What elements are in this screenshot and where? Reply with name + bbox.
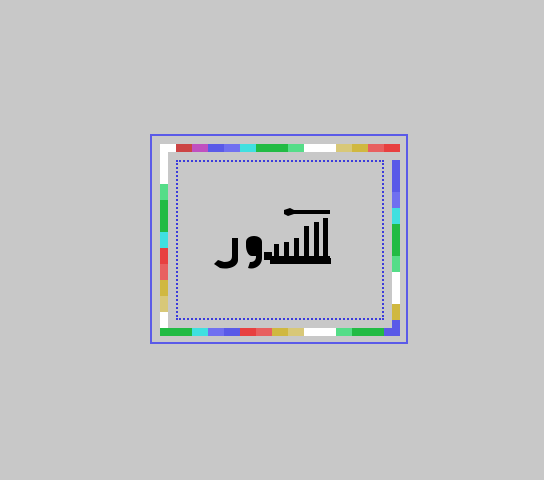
border-segment-top xyxy=(176,144,192,152)
border-strip-right xyxy=(392,160,400,336)
border-segment-bottom xyxy=(256,328,272,336)
border-segment-right xyxy=(392,160,400,176)
border-segment-bottom xyxy=(160,328,176,336)
border-segment-top xyxy=(192,144,208,152)
border-segment-bottom xyxy=(368,328,384,336)
border-segment-top xyxy=(336,144,352,152)
calligraphy-title xyxy=(210,204,340,274)
border-strip-left xyxy=(160,152,168,328)
border-segment-top xyxy=(256,144,272,152)
border-segment-top xyxy=(208,144,224,152)
border-segment-right xyxy=(392,176,400,192)
border-segment-top xyxy=(384,144,400,152)
border-segment-left xyxy=(160,280,168,296)
border-segment-bottom xyxy=(240,328,256,336)
border-segment-bottom xyxy=(288,328,304,336)
border-segment-bottom xyxy=(224,328,240,336)
border-segment-bottom xyxy=(352,328,368,336)
border-segment-top xyxy=(272,144,288,152)
border-segment-left xyxy=(160,248,168,264)
border-segment-left xyxy=(160,232,168,248)
border-segment-bottom xyxy=(192,328,208,336)
border-segment-right xyxy=(392,208,400,224)
border-segment-bottom xyxy=(304,328,320,336)
border-segment-left xyxy=(160,168,168,184)
border-segment-left xyxy=(160,152,168,168)
border-segment-right xyxy=(392,272,400,288)
border-segment-left xyxy=(160,264,168,280)
border-segment-top xyxy=(160,144,176,152)
border-strip-top xyxy=(160,144,400,152)
border-segment-bottom xyxy=(272,328,288,336)
border-segment-bottom xyxy=(320,328,336,336)
border-segment-top xyxy=(288,144,304,152)
border-segment-top xyxy=(320,144,336,152)
border-strip-bottom xyxy=(160,328,400,336)
border-segment-right xyxy=(392,224,400,240)
border-segment-left xyxy=(160,296,168,312)
border-segment-left xyxy=(160,312,168,328)
border-segment-bottom xyxy=(176,328,192,336)
border-segment-left xyxy=(160,200,168,216)
border-segment-right xyxy=(392,288,400,304)
border-segment-left xyxy=(160,184,168,200)
border-segment-top xyxy=(352,144,368,152)
border-segment-bottom xyxy=(384,328,400,336)
border-segment-right xyxy=(392,304,400,320)
border-segment-top xyxy=(368,144,384,152)
border-segment-top xyxy=(224,144,240,152)
border-segment-left xyxy=(160,216,168,232)
border-segment-right xyxy=(392,192,400,208)
border-segment-right xyxy=(392,240,400,256)
calligraphy-logo xyxy=(210,204,340,274)
border-segment-top xyxy=(304,144,320,152)
border-segment-bottom xyxy=(336,328,352,336)
border-segment-top xyxy=(240,144,256,152)
border-segment-right xyxy=(392,256,400,272)
border-segment-bottom xyxy=(208,328,224,336)
